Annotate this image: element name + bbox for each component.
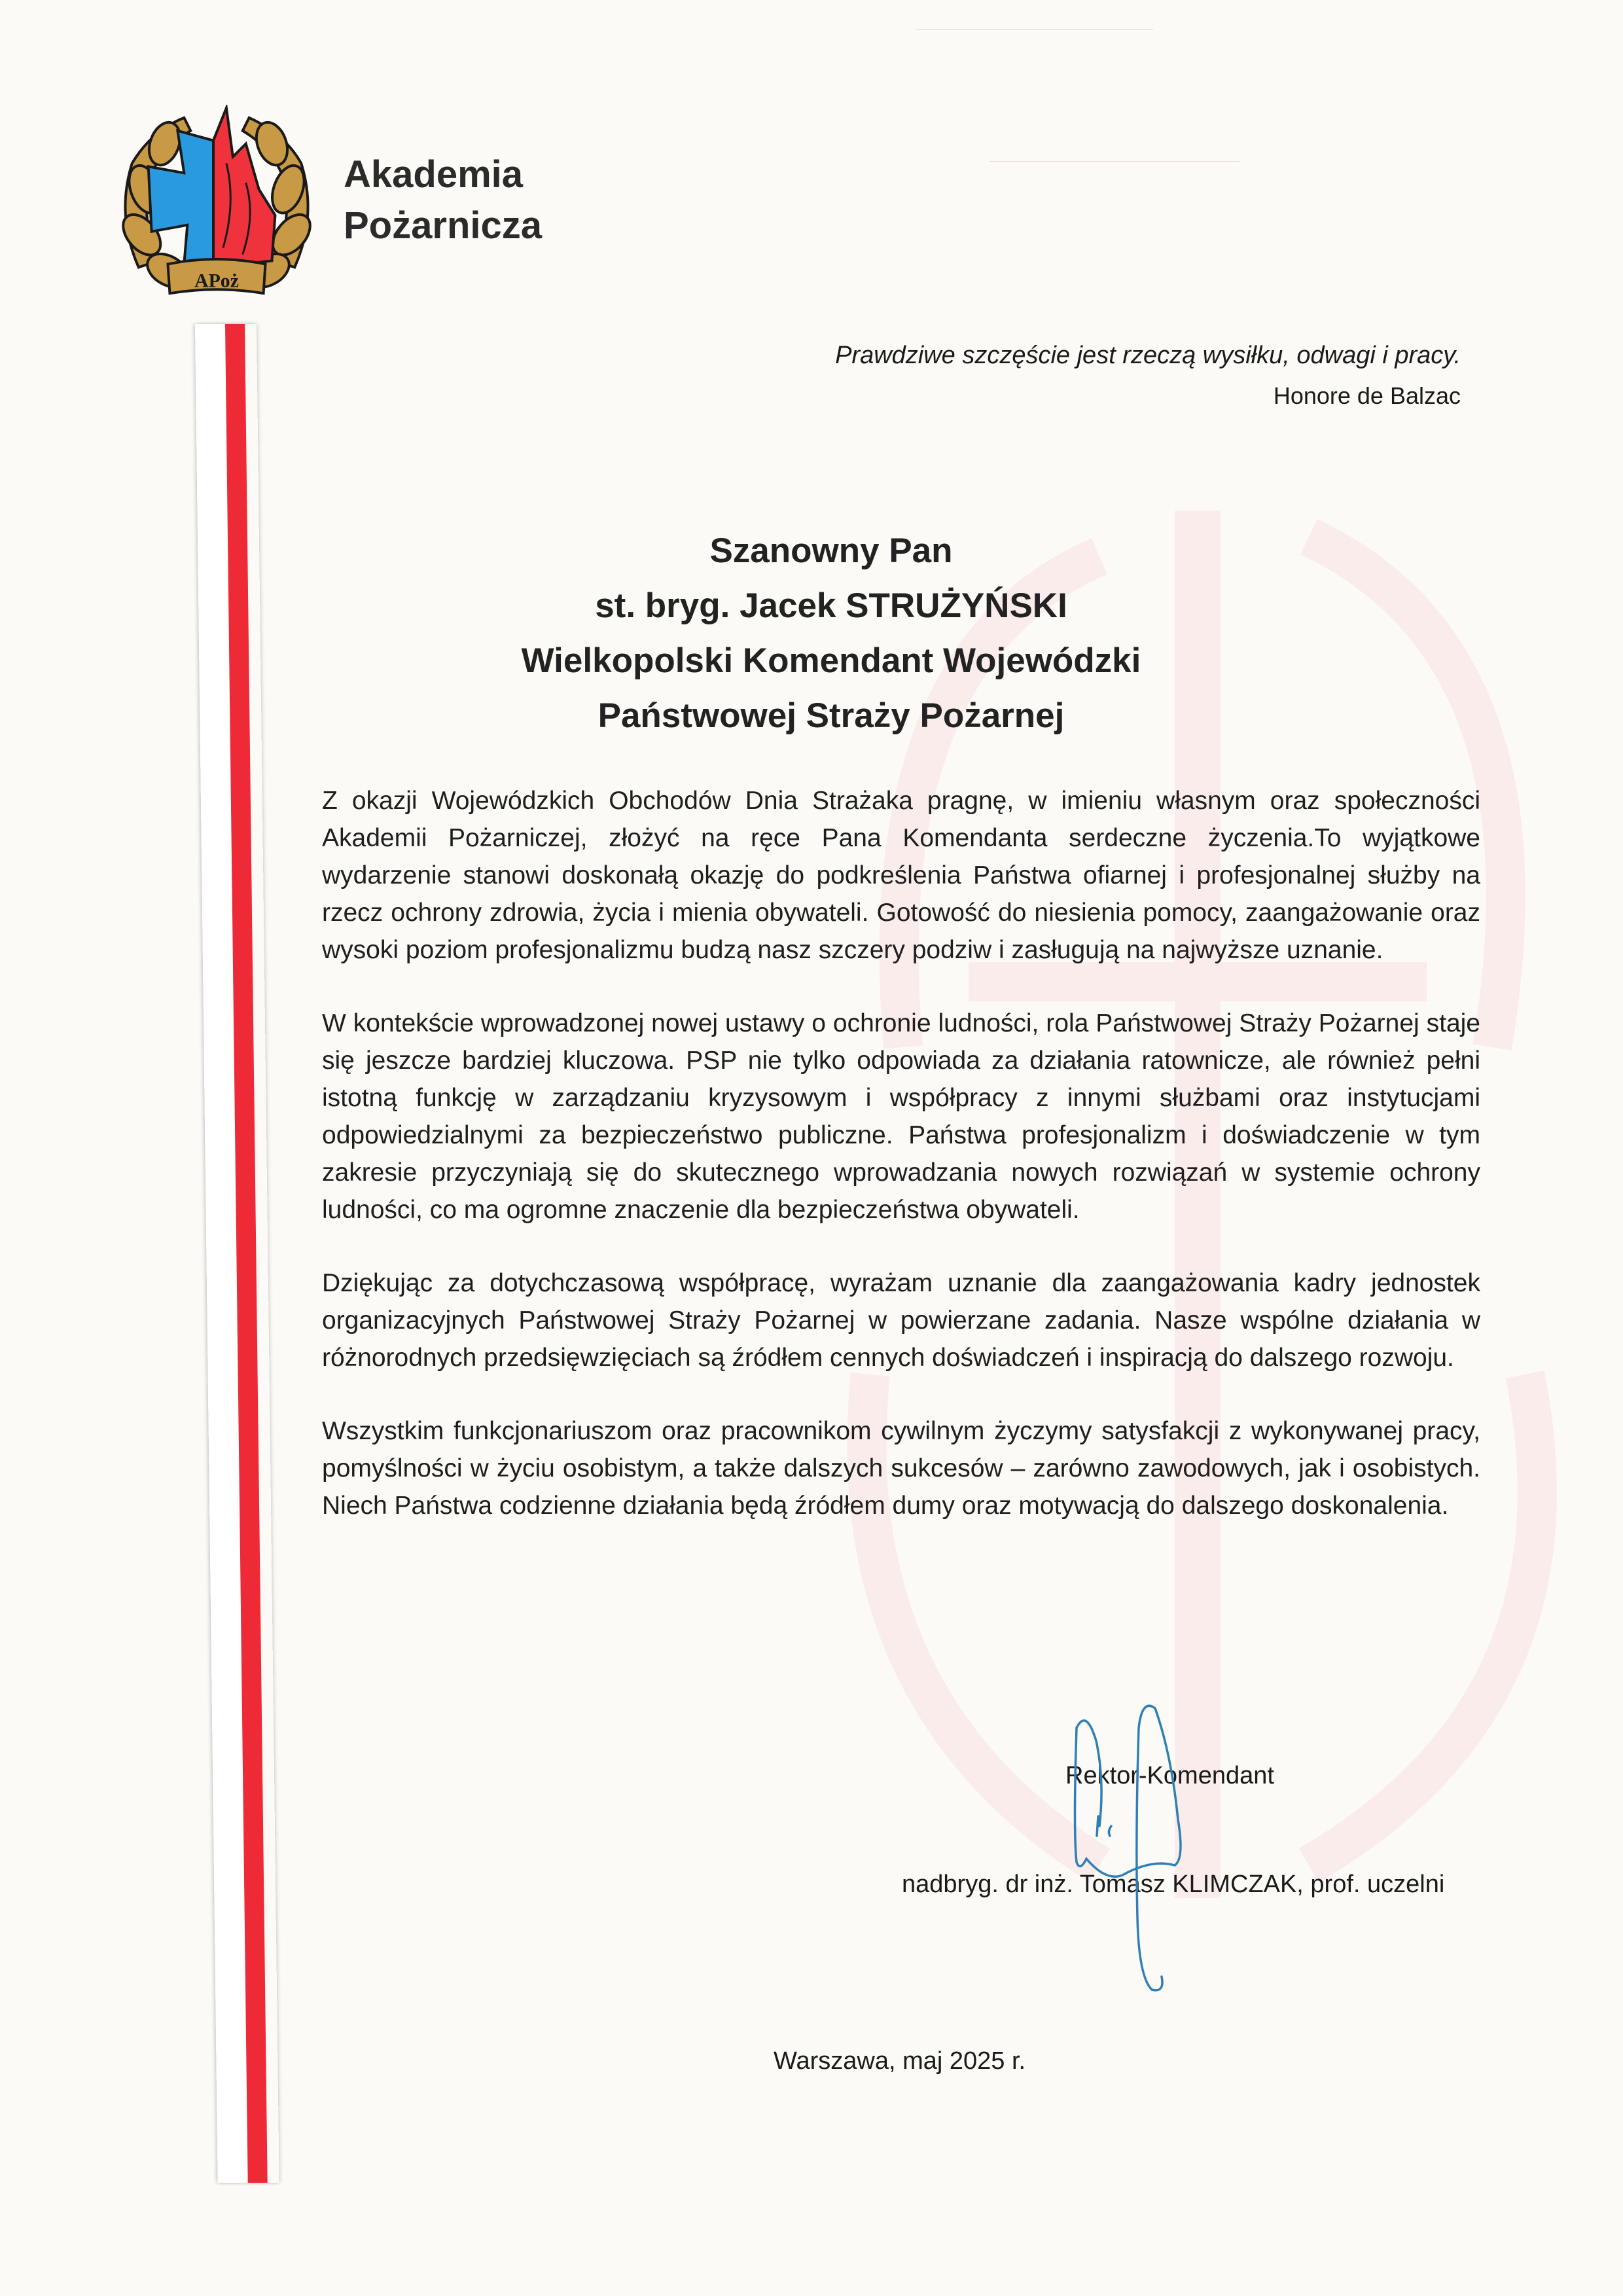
salutation: Szanowny Pan bbox=[709, 531, 953, 570]
letter-body bbox=[322, 782, 1480, 1560]
paragraph: W kontekście wprowadzonej nowej ustawy o ochronie ludności, rola Państwowej Straży Pożarnej staje się jeszcze bardziej kluczowa. PSP nie tylko odpowiada za działania ratownicze, ale również pełni istotną funkcję w zarządzaniu kryzysowym i współpracy z innymi służbami oraz instytucjami odpowiedzialnymi za bezpieczeństwo publiczne. Państwa profesjonalizm i doświadczenie w tym zakresie przyczyniają się do skutecznego wprowadzania nowych rozwiązań w systemie ochrony ludności, co ma ogromne znaczenie dla bezpieczeństwa obywateli. bbox=[322, 1009, 1480, 1224]
paragraph: Z okazji Wojewódzkich Obchodów Dnia Strażaka pragnę, w imieniu własnym oraz społeczności Akademii Pożarniczej, złożyć na ręce Pana Komendanta serdeczne życzenia.To wyjątkowe wydarzenie stanowi doskonałą okazję do podkreślenia Państwa ofiarnej i profesjonalnej służby na rzecz ochrony zdrowia, życia i mienia obywateli. Gotowość do niesienia pomocy, zaangażowanie oraz wysoki poziom profesjonalizmu budzą nasz szczery podziw i zasługują na najwyższe uznanie. bbox=[322, 787, 1480, 964]
flag-stripe bbox=[195, 324, 279, 2183]
signatory-name: nadbryg. dr inż. Tomasz KLIMCZAK, prof. uczelni bbox=[902, 1871, 1445, 1898]
signatory-title: Rektor-Komendant bbox=[1065, 1762, 1274, 1789]
recipient-position-1: Wielkopolski Komendant Wojewódzki bbox=[521, 641, 1141, 680]
recipient-block bbox=[366, 524, 1296, 744]
paragraph: Dziękując za dotychczasową współpracę, wyrażam uznanie dla zaangażowania kadry jednostek organizacyjnych Państwowej Straży Pożarnej w powierzane zadania. Nasze wspólne działania w różnorodnych przedsięwzięciach są źródłem cennych doświadczeń i inspiracją do dalszego rozwoju. bbox=[322, 1269, 1480, 1372]
epigraph-author: Honore de Balzac bbox=[1273, 382, 1461, 409]
recipient-position-2: Państwowej Straży Pożarnej bbox=[597, 696, 1065, 735]
logo-emblem-text: APoż bbox=[194, 270, 239, 292]
brand-name bbox=[344, 149, 542, 251]
brand-line-1: Akademia bbox=[344, 153, 524, 196]
place-and-date: Warszawa, maj 2025 r. bbox=[774, 2047, 1026, 2075]
brand-line-2: Pożarnicza bbox=[344, 204, 542, 247]
epigraph bbox=[835, 335, 1461, 416]
scan-artifact-line bbox=[990, 161, 1240, 162]
recipient-name: st. bryg. Jacek STRUŻYŃSKI bbox=[595, 586, 1067, 625]
academy-logo-icon bbox=[113, 105, 321, 313]
handwritten-signature-icon bbox=[1060, 1702, 1250, 2003]
paragraph: Wszystkim funkcjonariuszom oraz pracownikom cywilnym życzymy satysfakcji z wykonywanej pracy, pomyślności w życiu osobistym, a także dalszych sukcesów – zarówno zawodowych, jak i osobistych. Niech Państwa codzienne działania będą źródłem dumy oraz motywacją do dalszego doskonalenia. bbox=[322, 1417, 1480, 1520]
epigraph-text: Prawdziwe szczęście jest rzeczą wysiłku, odwagi i pracy. bbox=[835, 342, 1461, 369]
